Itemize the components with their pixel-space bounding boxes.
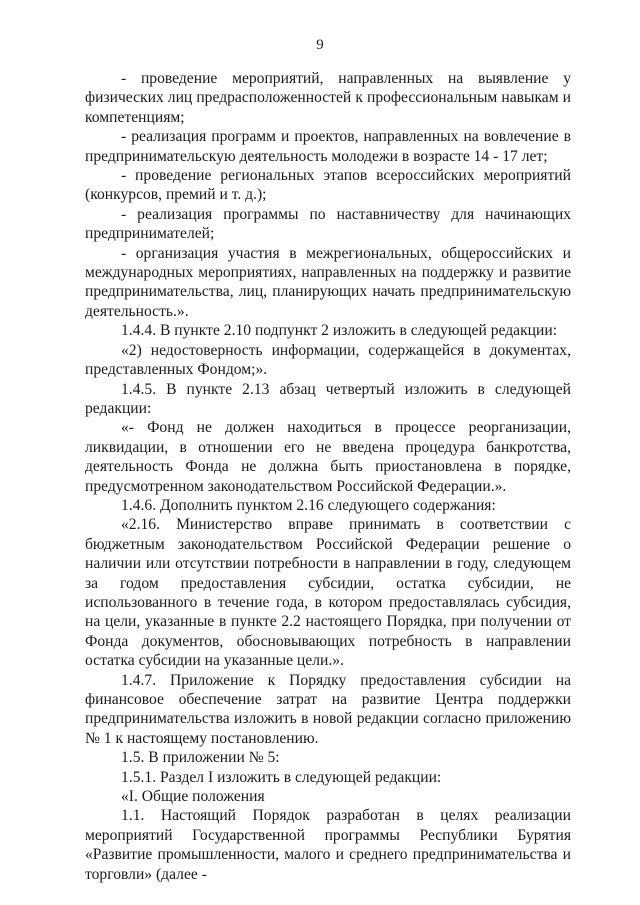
section-heading-general: «I. Общие положения xyxy=(121,788,265,806)
clause-1-4-5-text: «- Фонд не должен находиться в процессе реорганизации, ликвидации, в отношении его не введена процедура банкротства, деятельность Фонда не должна быть приостановлена в порядке, предусмотренном законодательством Российской Федерации.». xyxy=(85,419,571,495)
clause-2-16-text: «2.16. Министерство вправе принимать в соответствии с бюджетным законодательством Российской Федерации решение о наличии или отсутствии потребности в направлении в году, следующем за годом предоставления субсидии, остатка субсидии, не использованного в течение года, в котором предоставлялась субсидия, на цели, указанные в пункте 2.2 настоящего Порядка, при получении от Фонда документов, обосновывающих потребность в направлении остатка субсидии на указанные цели.». xyxy=(85,516,571,670)
list-item-participation: - организация участия в межрегиональных, общероссийских и международных мероприятиях, направленных на поддержку и развитие предпринимательства, лиц, планирующих начать предпринимательскую деятельность.». xyxy=(85,244,571,320)
list-item-youth-programs: - реализация программ и проектов, направленных на вовлечение в предпринимательскую деятельность молодежи в возрасте 14 - 17 лет; xyxy=(85,128,571,165)
clause-1-4-4: 1.4.4. В пункте 2.10 подпункт 2 изложить в следующей редакции: xyxy=(121,322,558,340)
list-item-mentorship: - реализация программы по наставничеству для начинающих предпринимателей; xyxy=(85,205,571,243)
document-body xyxy=(85,69,571,884)
clause-1-4-6: 1.4.6. Дополнить пунктом 2.16 следующего содержания: xyxy=(121,496,496,514)
list-item-identify-competencies: - проведение мероприятий, направленных на выявление у физических лиц предрасположенностей к профессиональным навыкам и компетенциям; xyxy=(85,70,571,126)
clause-1-1-text: 1.1. Настоящий Порядок разработан в целях реализации мероприятий Государственной программы Республики Бурятия «Развитие промышленности, малого и среднего предпринимательства и торговли» (далее - xyxy=(85,807,571,883)
list-item-regional-stages: - проведение региональных этапов всероссийских мероприятий (конкурсов, премий и т. д.); xyxy=(85,167,571,204)
clause-1-4-7: 1.4.7. Приложение к Порядку предоставления субсидии на финансовое обеспечение затрат на развитие Центра поддержки предпринимательства изложить в новой редакции согласно приложению № 1 к настоящему постановлению. xyxy=(85,671,571,747)
clause-1-5-1: 1.5.1. Раздел I изложить в следующей редакции: xyxy=(121,768,442,786)
page-number: 9 xyxy=(316,37,324,53)
clause-1-5: 1.5. В приложении № 5: xyxy=(121,749,280,767)
clause-1-4-5: 1.4.5. В пункте 2.13 абзац четвертый изложить в следующей редакции: xyxy=(85,380,571,417)
clause-1-4-4-text: «2) недостоверность информации, содержащейся в документах, представленных Фондом;». xyxy=(85,341,571,379)
